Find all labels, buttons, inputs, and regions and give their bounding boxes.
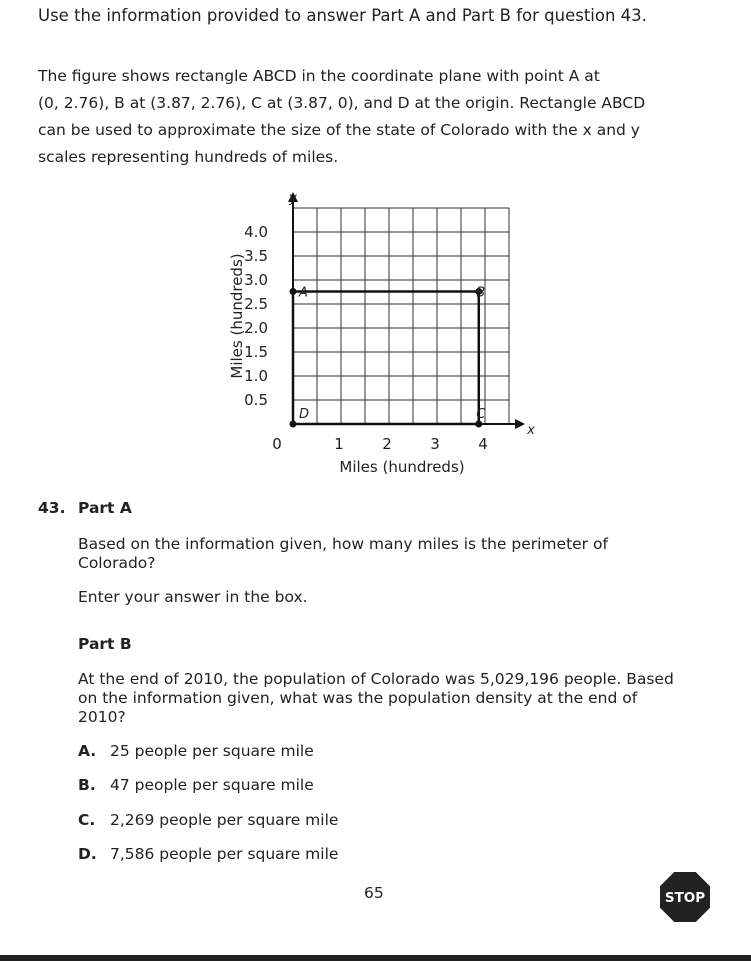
grid xyxy=(293,208,509,424)
part-b-line-3: 2010? xyxy=(78,708,126,726)
passage-line-1: The figure shows rectangle ABCD in the coordinate plane with point A at xyxy=(38,67,600,85)
choice-c[interactable] xyxy=(78,811,338,829)
y-tick-label: 1.5 xyxy=(244,343,268,361)
choice-c-letter: C. xyxy=(78,811,96,829)
stop-sign-label: STOP xyxy=(664,890,706,906)
bottom-bar xyxy=(0,955,751,961)
choice-a[interactable] xyxy=(78,742,314,760)
axes xyxy=(288,192,525,429)
part-a-line-1: Based on the information given, how many miles is the perimeter of xyxy=(78,535,608,553)
rectangle-abcd xyxy=(290,285,486,427)
x-tick-label: 3 xyxy=(430,435,440,453)
x-tick-label: 4 xyxy=(478,435,488,453)
choice-d-letter: D. xyxy=(78,845,97,863)
point-label-a: A xyxy=(299,285,308,301)
enter-answer-instruction: Enter your answer in the box. xyxy=(78,588,308,606)
choice-b-letter: B. xyxy=(78,776,96,794)
passage-line-2: (0, 2.76), B at (3.87, 2.76), C at (3.87, 0), and D at the origin. Rectangle ABCD xyxy=(38,94,646,112)
x-tick-label: 2 xyxy=(382,435,392,453)
point-a xyxy=(290,288,297,295)
point-label-d: D xyxy=(299,407,310,422)
part-b-line-1: At the end of 2010, the population of Colorado was 5,029,196 people. Based xyxy=(78,670,674,688)
passage-line-3: can be used to approximate the size of the state of Colorado with the x and y xyxy=(38,121,640,139)
y-axis-title: Miles (hundreds) xyxy=(228,253,246,379)
x-axis-arrow-icon xyxy=(515,419,525,429)
y-tick-label: 1.0 xyxy=(244,367,268,385)
y-tick-label: 2.0 xyxy=(244,319,268,337)
coordinate-plane-figure xyxy=(0,180,751,490)
y-tick-label: 0.5 xyxy=(244,391,268,409)
passage xyxy=(38,63,718,171)
part-a-prompt xyxy=(78,535,728,573)
part-a-title: Part A xyxy=(78,499,132,517)
stop-sign-icon xyxy=(659,871,711,923)
y-tick-label: 3.5 xyxy=(244,247,268,265)
y-tick-label: 2.5 xyxy=(244,295,268,313)
instructions: Use the information provided to answer Part A and Part B for question 43. xyxy=(38,6,647,25)
point-label-c: C xyxy=(476,407,486,422)
page-number: 65 xyxy=(364,884,384,902)
part-b-line-2: on the information given, what was the population density at the end of xyxy=(78,689,638,707)
y-axis-letter: y xyxy=(289,191,297,206)
part-b-prompt xyxy=(78,670,718,727)
y-tick-label: 4.0 xyxy=(244,223,268,241)
x-tick-label: 1 xyxy=(334,435,344,453)
origin-label: 0 xyxy=(272,435,282,453)
question-number: 43. xyxy=(38,499,66,517)
point-d xyxy=(290,421,297,428)
choice-a-text: 25 people per square mile xyxy=(110,742,314,760)
choice-d[interactable] xyxy=(78,845,338,863)
y-tick-label: 3.0 xyxy=(244,271,268,289)
x-axis-letter: x xyxy=(527,423,535,438)
part-a-line-2: Colorado? xyxy=(78,554,156,572)
choice-a-letter: A. xyxy=(78,742,97,760)
choice-b[interactable] xyxy=(78,776,314,794)
point-label-b: B xyxy=(476,285,486,301)
passage-line-4: scales representing hundreds of miles. xyxy=(38,148,339,166)
x-axis-title: Miles (hundreds) xyxy=(339,458,465,476)
choice-b-text: 47 people per square mile xyxy=(110,776,314,794)
part-b-title: Part B xyxy=(78,635,132,653)
choice-c-text: 2,269 people per square mile xyxy=(110,811,339,829)
axis-labels xyxy=(228,191,535,476)
choice-d-text: 7,586 people per square mile xyxy=(110,845,339,863)
